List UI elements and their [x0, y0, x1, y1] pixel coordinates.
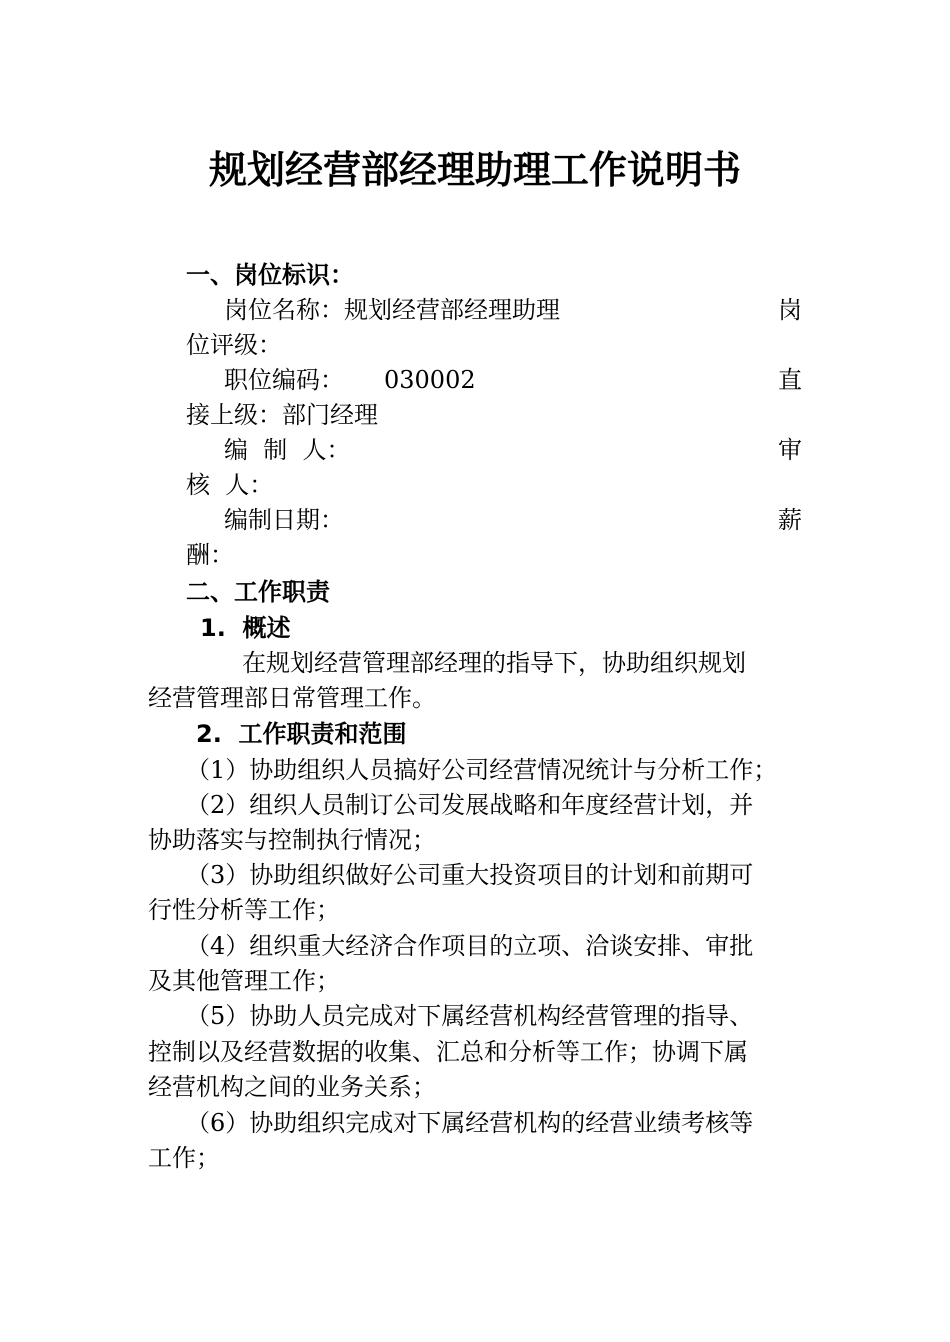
reviewer-label-start: 审 [778, 436, 802, 464]
position-code-row [224, 363, 476, 397]
position-code-label: 职位编码： [224, 366, 344, 394]
position-code-value: 030002 [384, 366, 476, 394]
overview-text-line-1: 在规划经营管理部经理的指导下，协助组织规划 [242, 649, 746, 677]
section-heading-duties: 二、工作职责 [186, 578, 330, 606]
subheading-overview: 1. 概述 [200, 614, 291, 642]
duty-item-4-line-1: （4）组织重大经济合作项目的立项、洽谈安排、审批 [186, 932, 754, 960]
salary-label-end: 酬： [186, 541, 234, 569]
subheading-duties-scope: 2. 工作职责和范围 [196, 720, 407, 748]
position-name-label: 岗位名称：规划经营部经理助理 [224, 296, 560, 324]
duty-item-5-line-1: （5）协助人员完成对下属经营机构经营管理的指导、 [186, 1002, 754, 1030]
section-heading-position-id: 一、岗位标识： [186, 261, 354, 289]
duty-item-2-line-2: 协助落实与控制执行情况； [148, 826, 436, 854]
page-title: 规划经营部经理助理工作说明书 [208, 148, 741, 192]
duty-item-3-line-1: （3）协助组织做好公司重大投资项目的计划和前期可 [186, 861, 754, 889]
duty-item-5-line-2: 控制以及经营数据的收集、汇总和分析等工作；协调下属 [148, 1038, 748, 1066]
duty-item-5-line-3: 经营机构之间的业务关系； [148, 1073, 436, 1101]
date-label: 编制日期： [224, 506, 344, 534]
reviewer-label-end: 核 人： [186, 471, 274, 499]
author-label: 编 制 人： [224, 436, 351, 464]
duty-item-1: （1）协助组织人员搞好公司经营情况统计与分析工作； [186, 756, 778, 784]
position-rank-label-end: 位评级： [186, 331, 282, 359]
duty-item-4-line-2: 及其他管理工作； [148, 967, 340, 995]
superior-label-start: 直 [778, 366, 802, 394]
overview-text-line-2: 经营管理部日常管理工作。 [148, 684, 436, 712]
position-rank-label-start: 岗 [778, 296, 802, 324]
salary-label-start: 薪 [778, 506, 802, 534]
duty-item-6-line-1: （6）协助组织完成对下属经营机构的经营业绩考核等 [186, 1109, 754, 1137]
superior-label-end: 接上级：部门经理 [186, 401, 378, 429]
duty-item-3-line-2: 行性分析等工作； [148, 896, 340, 924]
duty-item-2-line-1: （2）组织人员制订公司发展战略和年度经营计划，并 [186, 791, 754, 819]
duty-item-6-line-2: 工作； [148, 1144, 220, 1172]
